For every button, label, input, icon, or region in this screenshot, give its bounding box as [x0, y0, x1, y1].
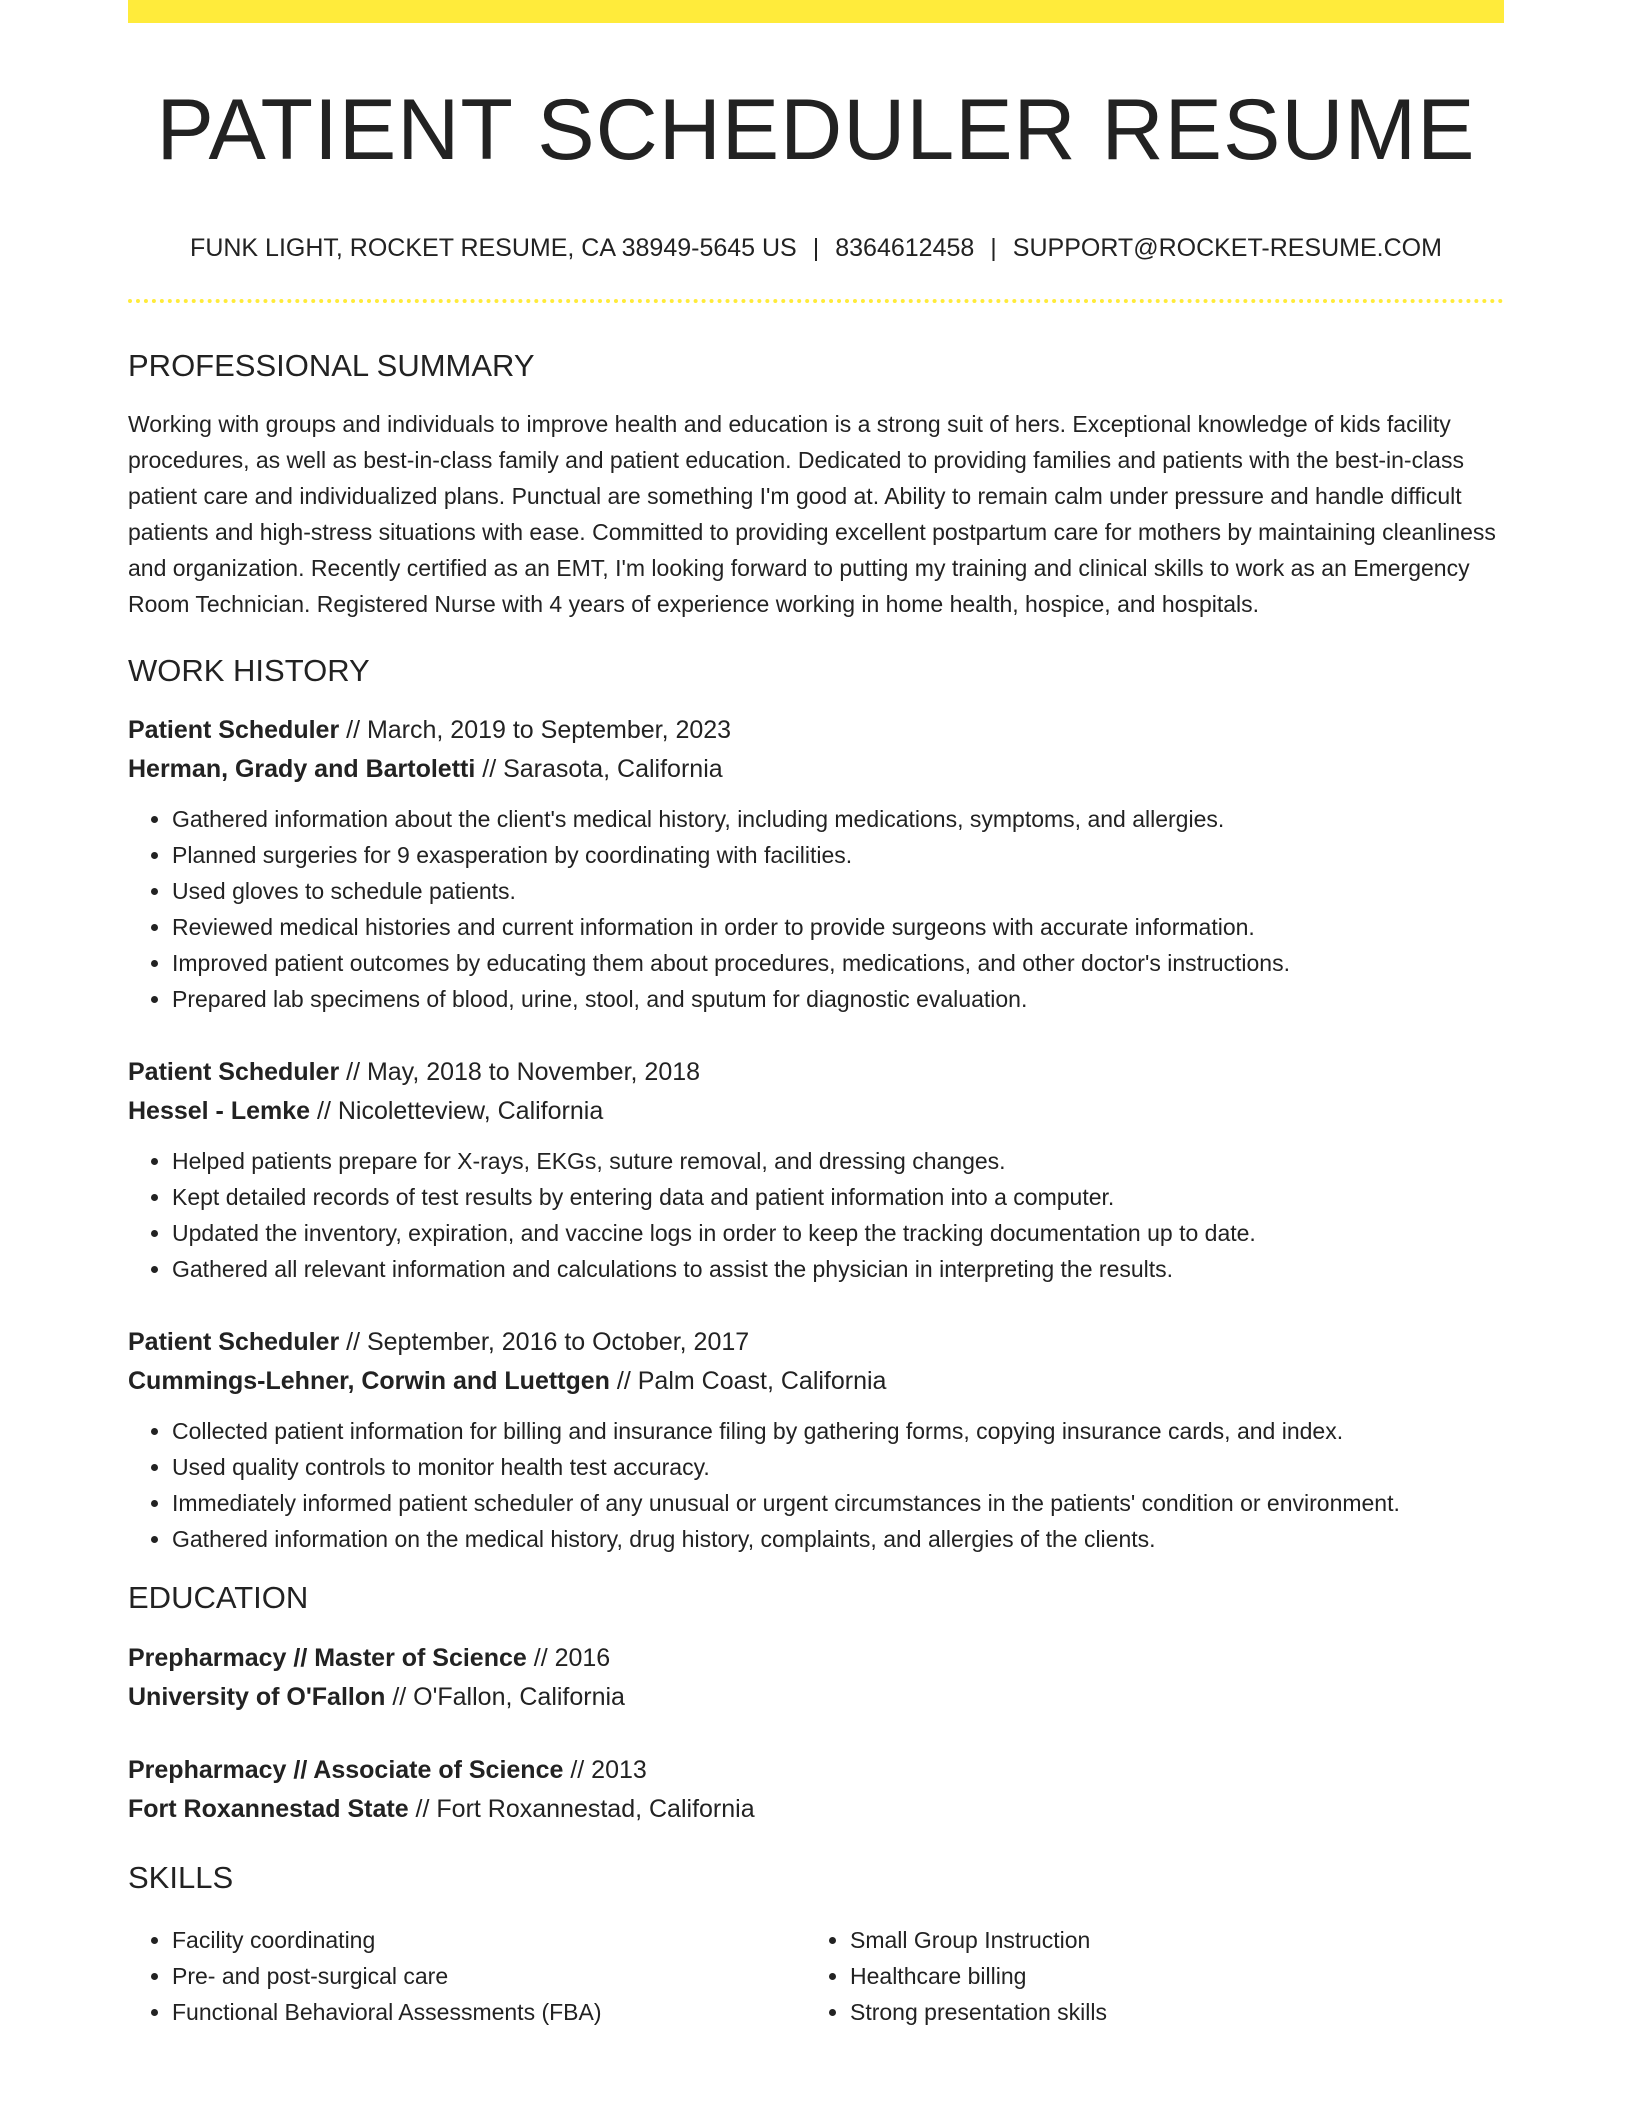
list-item: • Immediately informed patient scheduler of any unusual or urgent circumstances in the patients' condition or environment.	[172, 1485, 1504, 1521]
list-item: • Small Group Instruction	[850, 1922, 1484, 1958]
job-entry	[128, 1323, 1504, 1557]
education-heading: EDUCATION	[128, 1580, 309, 1616]
job-title-line	[128, 711, 1504, 750]
education-degree-line	[128, 1639, 1504, 1678]
job-dates: // September, 2016 to October, 2017	[339, 1328, 750, 1357]
job-title: Patient Scheduler	[128, 1328, 340, 1357]
job-employer: Herman, Grady and Bartoletti	[128, 755, 476, 784]
contact-separator: |	[990, 234, 997, 262]
job-bullets	[128, 1413, 1504, 1557]
education-school-line	[128, 1790, 1504, 1829]
job-dates: // March, 2019 to September, 2023	[339, 716, 732, 745]
education-degree: Prepharmacy // Master of Science	[128, 1643, 527, 1672]
education-year: // 2016	[526, 1643, 611, 1672]
education-degree: Prepharmacy // Associate of Science	[128, 1755, 564, 1784]
job-location: // Sarasota, California	[475, 755, 723, 784]
skills-columns	[128, 1922, 1504, 2030]
contact-line	[128, 233, 1504, 263]
skills-heading: SKILLS	[128, 1859, 234, 1895]
job-location: // Palm Coast, California	[609, 1367, 887, 1396]
list-item: • Healthcare billing	[850, 1958, 1484, 1994]
job-employer-line	[128, 1362, 1504, 1401]
education-school: University of O'Fallon	[128, 1682, 386, 1711]
job-dates: // May, 2018 to November, 2018	[339, 1058, 701, 1087]
page-title: PATIENT SCHEDULER RESUME	[156, 82, 1476, 178]
education-school: Fort Roxannestad State	[128, 1794, 409, 1823]
list-item: • Reviewed medical histories and current information in order to provide surgeons with accurate information.	[172, 909, 1504, 945]
job-title-line	[128, 1323, 1504, 1362]
education-school-line	[128, 1678, 1504, 1717]
list-item: • Strong presentation skills	[850, 1994, 1484, 2030]
education-degree-line	[128, 1751, 1504, 1790]
job-bullets	[128, 1143, 1504, 1287]
job-employer: Hessel - Lemke	[128, 1097, 311, 1126]
list-item: • Collected patient information for billing and insurance filing by gathering forms, copying insurance cards, and index.	[172, 1413, 1504, 1449]
work-history-heading: WORK HISTORY	[128, 653, 370, 689]
education-entry	[128, 1639, 1504, 1717]
list-item: • Used gloves to schedule patients.	[172, 873, 1504, 909]
list-item: • Used quality controls to monitor health test accuracy.	[172, 1449, 1504, 1485]
list-item: • Gathered information on the medical history, drug history, complaints, and allergies of the clients.	[172, 1521, 1504, 1557]
education-location: // O'Fallon, California	[385, 1682, 625, 1711]
skills-left-column	[128, 1922, 806, 2030]
dotted-divider	[128, 299, 1504, 303]
list-item: • Facility coordinating	[172, 1922, 806, 1958]
accent-top-bar	[128, 0, 1504, 23]
contact-address: FUNK LIGHT, ROCKET RESUME, CA 38949-5645 US	[190, 234, 797, 262]
list-item: • Pre- and post-surgical care	[172, 1958, 806, 1994]
list-item: • Updated the inventory, expiration, and vaccine logs in order to keep the tracking documentation up to date.	[172, 1215, 1504, 1251]
contact-separator: |	[812, 234, 820, 262]
list-item: • Improved patient outcomes by educating them about procedures, medications, and other doctor's instructions.	[172, 945, 1504, 981]
list-item: • Prepared lab specimens of blood, urine, stool, and sputum for diagnostic evaluation.	[172, 981, 1504, 1017]
job-employer-line	[128, 750, 1504, 789]
summary-heading: PROFESSIONAL SUMMARY	[128, 348, 535, 383]
job-title-line	[128, 1053, 1504, 1092]
skills-right-column	[806, 1922, 1484, 2030]
resume-page	[128, 0, 1504, 2030]
summary-text: Working with groups and individuals to improve health and education is a strong suit of hers. Exceptional knowledge of kids facility procedures, as well as best-in-class family and patient education. Dedicated to providing families and patients with the best-in-class patient care and individualized plans. Punctual are something I'm good at. Ability to remain calm under pressure and handle difficult patients and high-stress situations with ease. Committed to providing excellent postpartum care for mothers by maintaining cleanliness and organization. Recently certified as an EMT, I'm looking forward to putting my training and clinical skills to work as an Emergency Room Technician. Registered Nurse with 4 years of experience working in home health, hospice, and hospitals.	[128, 411, 1496, 618]
education-entry	[128, 1751, 1504, 1829]
list-item: • Functional Behavioral Assessments (FBA)	[172, 1994, 806, 2030]
job-title: Patient Scheduler	[128, 716, 340, 745]
list-item: • Gathered all relevant information and calculations to assist the physician in interpreting the results.	[172, 1251, 1504, 1287]
list-item: • Helped patients prepare for X-rays, EKGs, suture removal, and dressing changes.	[172, 1143, 1504, 1179]
list-item: • Planned surgeries for 9 exasperation by coordinating with facilities.	[172, 837, 1504, 873]
job-entry	[128, 1053, 1504, 1287]
list-item: • Kept detailed records of test results by entering data and patient information into a computer.	[172, 1179, 1504, 1215]
education-location: // Fort Roxannestad, California	[408, 1794, 755, 1823]
job-bullets	[128, 801, 1504, 1017]
education-year: // 2013	[563, 1755, 647, 1784]
contact-phone: 8364612458	[835, 234, 975, 262]
job-location: // Nicoletteview, California	[310, 1097, 604, 1126]
job-entry	[128, 711, 1504, 1017]
list-item: • Gathered information about the client's medical history, including medications, symptoms, and allergies.	[172, 801, 1504, 837]
job-employer-line	[128, 1092, 1504, 1131]
job-title: Patient Scheduler	[128, 1058, 340, 1087]
contact-email: SUPPORT@ROCKET-RESUME.COM	[1012, 234, 1442, 262]
job-employer: Cummings-Lehner, Corwin and Luettgen	[128, 1367, 610, 1396]
